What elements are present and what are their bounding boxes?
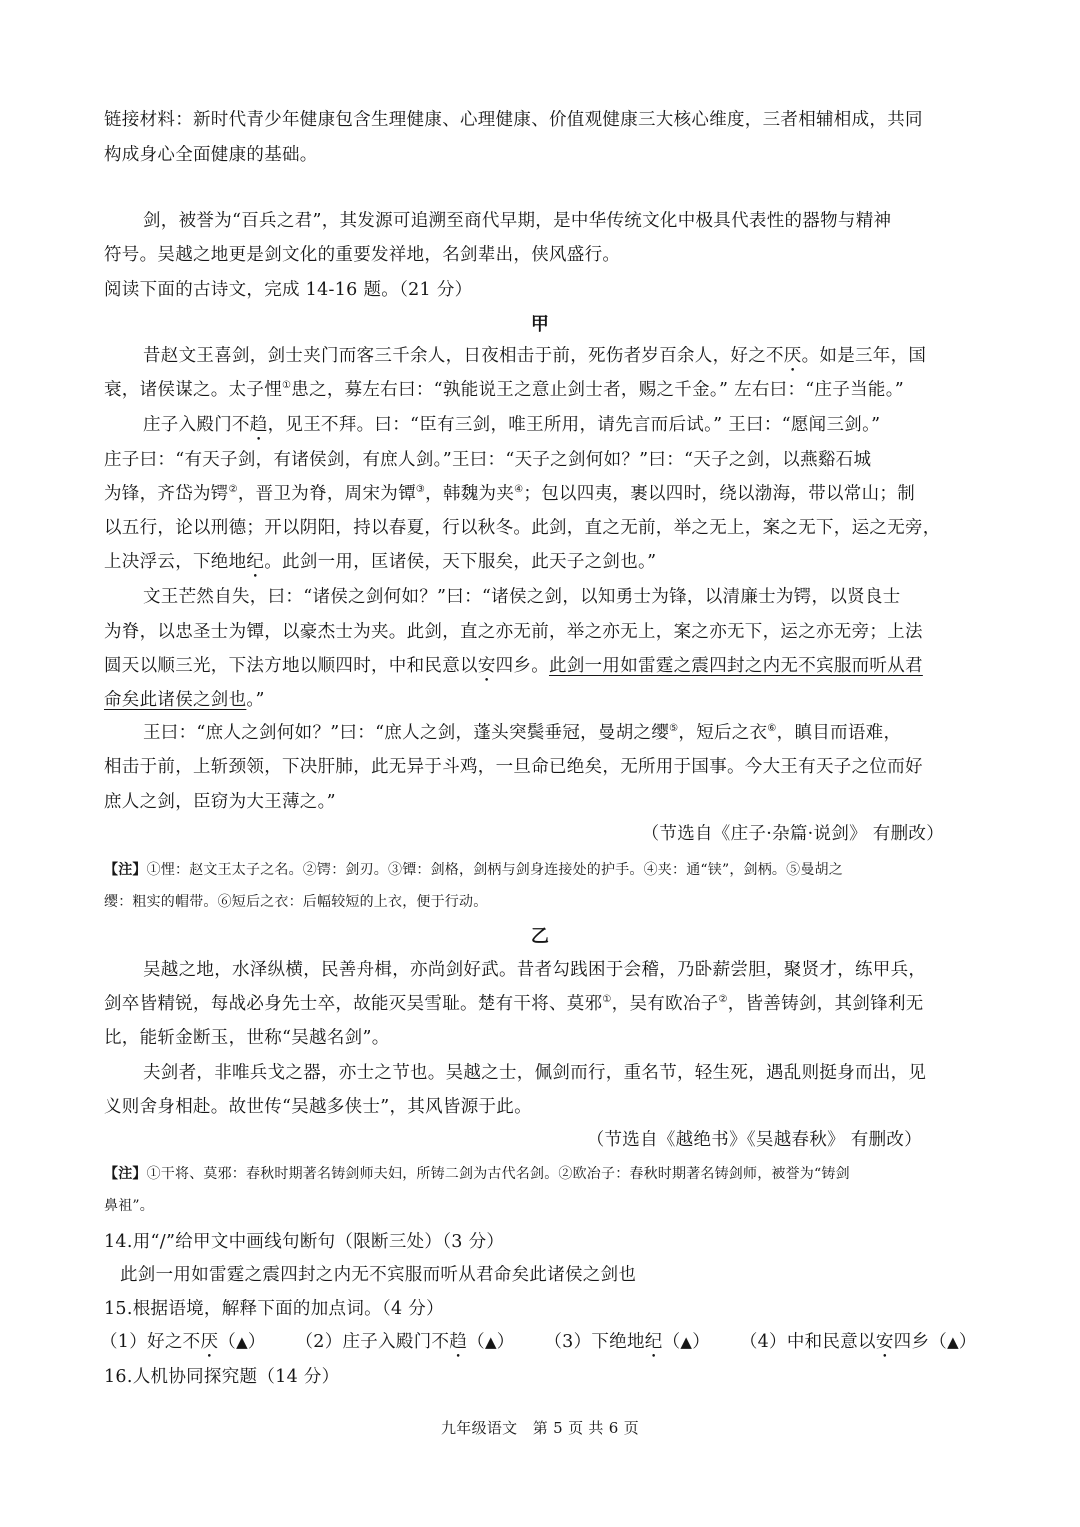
jia-p4-line1: 王曰：“庶人之剑何如？”曰：“庶人之剑，蓬头突鬓垂冠，曼胡之缨⑤，短后之衣⑥，瞋目而语难， xyxy=(143,723,902,743)
text-jia-title: 甲 xyxy=(530,314,550,335)
jia-p2-line1: 庄子入殿门不趋，见王不拜。曰：“臣有三剑，唯王所用，请先言而后试。” 王曰：“愿闻三剑。” xyxy=(143,415,881,435)
instruction: 阅读下面的古诗文，完成 14-16 题。（21 分） xyxy=(104,280,473,300)
jia-source: （节选自《庄子·杂篇·说剑》 有删改） xyxy=(641,824,944,844)
yi-note-line2: 鼻祖”。 xyxy=(104,1198,154,1214)
sword-intro-line1: 剑，被誉为“百兵之君”，其发源可追溯至商代早期，是中华传统文化中极具代表性的器物与精神 xyxy=(143,211,892,231)
sword-intro-line2: 符号。吴越之地更是剑文化的重要发祥地，名剑辈出，侠风盛行。 xyxy=(104,245,621,265)
page-footer: 九年级语文 第 5 页 共 6 页 xyxy=(440,1419,640,1437)
jia-p4-line3: 庶人之剑，臣窃为大王薄之。” xyxy=(104,792,336,812)
question-14: 14.用“/”给甲文中画线句断句（限断三处）（3 分） xyxy=(104,1232,505,1252)
yi-p1-line3: 比，能斩金断玉，世称“吴越名剑”。 xyxy=(104,1028,390,1048)
jia-p2-line2: 庄子曰：“有天子剑，有诸侯剑，有庶人剑。”王曰：“天子之剑何如？”曰：“天子之剑，以燕谿石城 xyxy=(104,450,872,470)
jia-p3-line1: 文王芒然自失，曰：“诸侯之剑何如？”曰：“诸侯之剑，以知勇士为锋，以清廉士为锷，以贤良士 xyxy=(143,587,901,607)
yi-p1-line2: 剑卒皆精锐，每战必身先士卒，故能灭吴雪耻。楚有干将、莫邪①，吴有欧冶子②，皆善铸剑，其剑锋利无 xyxy=(104,994,924,1014)
link-material-line2: 构成身心全面健康的基础。 xyxy=(104,145,318,165)
yi-p2-line1: 夫剑者，非唯兵戈之器，亦士之节也。吴越之士，佩剑而行，重名节，轻生死，遇乱则挺身而出，见 xyxy=(143,1063,927,1083)
jia-p1-line1: 昔赵文王喜剑，剑士夹门而客三千余人，日夜相击于前，死伤者岁百余人，好之不厌。如是三年，国 xyxy=(143,346,927,366)
jia-p2-line3: 为锋，齐岱为锷②，晋卫为脊，周宋为镡③，韩魏为夹④；包以四夷，裹以四时，绕以渤海，带以常山；制 xyxy=(104,484,916,504)
q15-item-1: （1）好之不厌（▲） xyxy=(100,1332,266,1352)
question-14-sentence: 此剑一用如雷霆之震四封之内无不宾服而听从君命矣此诸侯之剑也 xyxy=(120,1265,637,1285)
jia-p4-line2: 相击于前，上斩颈领，下决肝肺，此无异于斗鸡，一旦命已绝矣，无所用于国事。今大王有天子之位而好 xyxy=(104,757,923,777)
yi-source: （节选自《越绝书》《吴越春秋》 有删改） xyxy=(586,1130,922,1150)
jia-p3-line4: 命矣此诸侯之剑也。” xyxy=(104,690,265,710)
jia-p2-line4: 以五行，论以刑德；开以阴阳，持以春夏，行以秋冬。此剑，直之无前，举之无上，案之无下，运之无旁， xyxy=(104,518,941,538)
text-yi-title: 乙 xyxy=(530,926,550,947)
q15-item-4: （4）中和民意以安四乡（▲） xyxy=(739,1332,977,1352)
jia-note-line2: 缨：粗实的帽带。⑥短后之衣：后幅较短的上衣，便于行动。 xyxy=(104,894,488,910)
question-16: 16.人机协同探究题（14 分） xyxy=(104,1367,340,1387)
yi-p2-line2: 义则舍身相赴。故世传“吴越多侠士”，其风皆源于此。 xyxy=(104,1097,532,1117)
yi-p1-line1: 吴越之地，水泽纵横，民善舟楫，亦尚剑好武。昔者勾践困于会稽，乃卧薪尝胆，聚贤才，练甲兵， xyxy=(143,960,927,980)
jia-p3-line2: 为脊，以忠圣士为镡，以豪杰士为夹。此剑，直之亦无前，举之亦无上，案之亦无下，运之亦无旁；上法 xyxy=(104,622,923,642)
question-15: 15.根据语境，解释下面的加点词。（4 分） xyxy=(104,1299,444,1319)
jia-p3-line3: 圆天以顺三光，下法方地以顺四时，中和民意以安四乡。此剑一用如雷霆之震四封之内无不宾服而听从君 xyxy=(104,656,923,676)
jia-note-line1: 【注】①悝：赵文王太子之名。②锷：剑刃。③镡：剑格，剑柄与剑身连接处的护手。④夹：通“铗”，剑柄。⑤曼胡之 xyxy=(104,862,843,878)
link-material-line1: 链接材料：新时代青少年健康包含生理健康、心理健康、价值观健康三大核心维度，三者相辅相成，共同 xyxy=(104,110,923,130)
q15-item-3: （3）下绝地纪（▲） xyxy=(544,1332,711,1352)
question-15-items xyxy=(100,1330,980,1362)
jia-p2-line5: 上决浮云，下绝地纪。此剑一用，匡诸侯，天下服矣，此天子之剑也。” xyxy=(104,552,657,572)
yi-note-line1: 【注】①干将、莫邪：春秋时期著名铸剑师夫妇，所铸二剑为古代名剑。②欧冶子：春秋时期著名铸剑师，被誉为“铸剑 xyxy=(104,1166,850,1182)
q15-item-2: （2）庄子入殿门不趋（▲） xyxy=(295,1332,515,1352)
jia-p1-line2: 衰，诸侯谋之。太子悝①患之，募左右曰：“孰能说王之意止剑士者，赐之千金。” 左右曰：“庄子当能。” xyxy=(104,380,905,400)
